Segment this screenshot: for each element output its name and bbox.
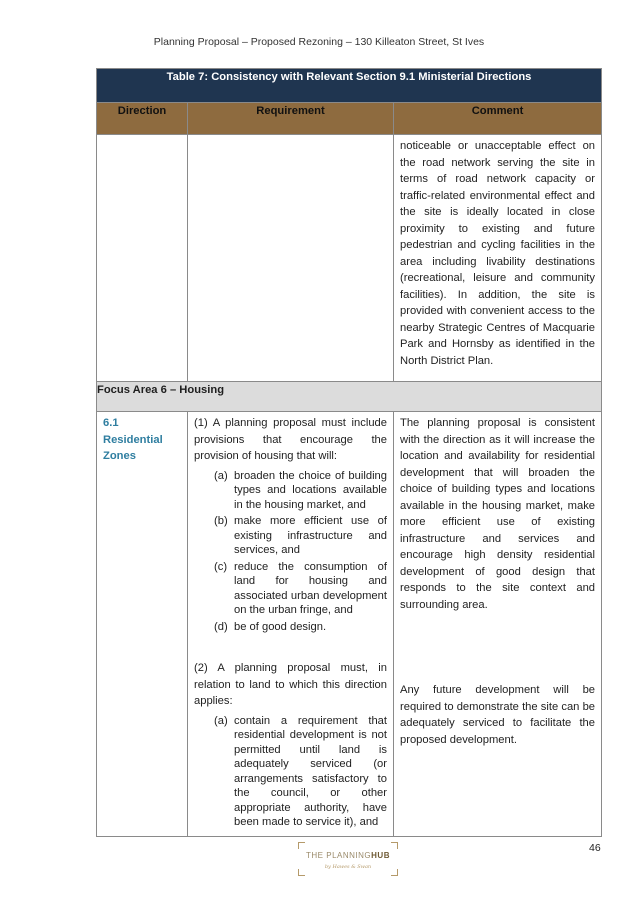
table-row bbox=[97, 135, 602, 382]
consistency-table bbox=[96, 68, 602, 837]
list-item: (a) broaden the choice of building types and locations available in the housing market, and bbox=[214, 469, 387, 511]
comment-cell bbox=[394, 412, 602, 837]
table-title: Table 7: Consistency with Relevant Section 9.1 Ministerial Directions bbox=[97, 69, 602, 103]
planning-hub-logo: THE PLANNINGHUB by Hawes & Swan bbox=[298, 842, 398, 876]
comment-2: Any future development will be required to demonstrate the site can be adequately serviced to facilitate the proposed development. bbox=[400, 684, 596, 746]
list-item: (c) reduce the consumption of land for housing and associated urban development on the urban fringe, and bbox=[214, 560, 387, 616]
focus-area-heading: Focus Area 6 – Housing bbox=[97, 382, 602, 412]
column-header-comment: Comment bbox=[394, 103, 602, 135]
empty-direction-cell bbox=[97, 135, 188, 382]
page-number: 46 bbox=[589, 842, 601, 854]
list-item: (d) be of good design. bbox=[214, 620, 327, 633]
continuation-comment: noticeable or unacceptable effect on the road network serving the site in terms of road network capacity or traffic-related environmental effect and the site is ideally located in close proximity to existing and future pedestrian and cycling facilities in the area including livability destinations (recreational, leisure and community facilities). In addition, the site is provided with convenient access to the nearby Strategic Centres of Macquarie Park and Hornsby as identified in the North District Plan. bbox=[400, 140, 596, 367]
direction-cell bbox=[97, 412, 188, 837]
comment-1: The planning proposal is consistent with the direction as it will increase the location and availability for residential development that will broaden the choice of building types and locations available in the housing market, make more efficient use of existing infrastructure and services and encourage high density residential development of good design that responds to the site context and surrounding area. bbox=[400, 417, 596, 611]
column-header-direction: Direction bbox=[97, 103, 188, 135]
requirement-cell bbox=[188, 412, 394, 837]
requirement-1-list bbox=[194, 469, 387, 635]
direction-label: 6.1 Residential Zones bbox=[103, 417, 163, 462]
table-row bbox=[97, 382, 602, 412]
table-row bbox=[97, 412, 602, 837]
list-item: (a) contain a requirement that residential development is not permitted until land is adequately serviced (or arrangements satisfactory to the council, or other appropriate authority, have been made to service it), and bbox=[214, 714, 387, 828]
continuation-comment-cell bbox=[394, 135, 602, 382]
list-item: (b) make more efficient use of existing infrastructure and services, and bbox=[214, 515, 387, 556]
requirement-2-list bbox=[194, 714, 387, 830]
requirement-1-intro: (1) A planning proposal must include provisions that encourage the provision of housing that will: bbox=[194, 417, 387, 462]
requirement-2-intro: (2) A planning proposal must, in relation to land to which this direction applies: bbox=[194, 662, 387, 707]
column-header-requirement: Requirement bbox=[188, 103, 394, 135]
empty-requirement-cell bbox=[188, 135, 394, 382]
page-header: Planning Proposal – Proposed Rezoning – 130 Killeaton Street, St Ives bbox=[153, 36, 485, 48]
